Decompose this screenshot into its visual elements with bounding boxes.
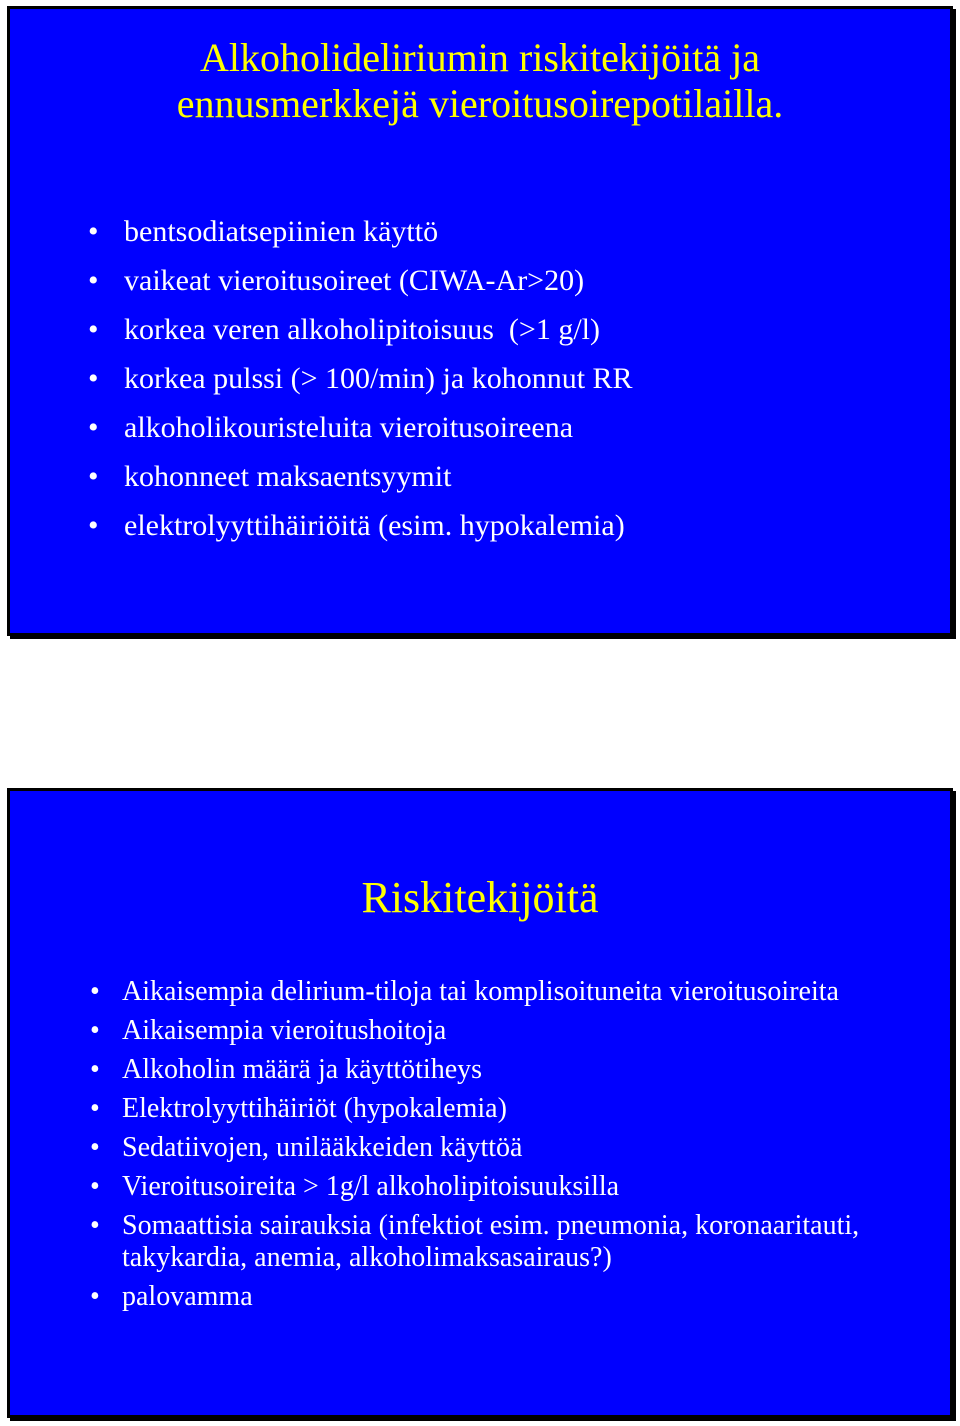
list-item: [88, 256, 633, 305]
list-item-text: vaikeat vieroitusoireet (CIWA-Ar>20): [124, 264, 585, 297]
bullet-icon: •: [88, 215, 99, 248]
bullet-icon: •: [90, 1093, 100, 1124]
list-item: [90, 1132, 910, 1164]
bullet-icon: •: [90, 1054, 100, 1085]
list-item: [88, 501, 633, 550]
list-item-text: Alkoholin määrä ja käyttötiheys: [122, 1054, 483, 1085]
list-item: [90, 1171, 910, 1203]
list-item-text: korkea veren alkoholipitoisuus (>1 g/l): [124, 313, 600, 346]
list-item-text: Aikaisempia delirium-tiloja tai komplisoituneita vieroitusoireita: [122, 976, 839, 1007]
slide-1-title-line-1: Alkoholideliriumin riskitekijöitä ja: [200, 35, 760, 80]
list-item-text: Elektrolyyttihäiriöt (hypokalemia): [122, 1093, 507, 1124]
list-item-text: palovamma: [122, 1281, 253, 1312]
bullet-icon: •: [88, 264, 99, 297]
bullet-icon: •: [88, 411, 99, 444]
list-item-text: elektrolyyttihäiriöitä (esim. hypokalemia): [124, 509, 625, 542]
bullet-icon: •: [90, 1132, 100, 1163]
bullet-icon: •: [90, 1281, 100, 1312]
slide-1-bullet-list: [88, 207, 633, 550]
list-item: [90, 1015, 910, 1047]
list-item: [88, 207, 633, 256]
list-item: [88, 354, 633, 403]
slide-1: [7, 6, 953, 636]
list-item-text: Sedatiivojen, unilääkkeiden käyttöä: [122, 1132, 523, 1163]
list-item: [88, 305, 633, 354]
list-item: [90, 1054, 910, 1086]
bullet-icon: •: [88, 313, 99, 346]
bullet-icon: •: [90, 1015, 100, 1046]
list-item-text: Somaattisia sairauksia (infektiot esim. pneumonia, koronaaritauti, takykardia, anemia, alkoholimaksasairaus?): [122, 1210, 860, 1273]
list-item: [88, 403, 633, 452]
list-item: [90, 1093, 910, 1125]
slide-1-title-line-2: ennusmerkkejä vieroitusoirepotilailla.: [176, 81, 784, 126]
list-item: [90, 1210, 910, 1274]
bullet-icon: •: [88, 460, 99, 493]
bullet-icon: •: [90, 1210, 100, 1241]
list-item: [90, 1281, 910, 1313]
slide-2: [7, 788, 953, 1418]
list-item-text: kohonneet maksaentsyymit: [124, 460, 452, 493]
bullet-icon: •: [90, 976, 100, 1007]
bullet-icon: •: [88, 509, 99, 542]
slide-2-title: Riskitekijöitä: [361, 873, 599, 922]
list-item-text: alkoholikouristeluita vieroitusoireena: [124, 411, 574, 444]
slide-2-bullet-list: [90, 976, 910, 1320]
list-item: [88, 452, 633, 501]
list-item: [90, 976, 910, 1008]
list-item-text: Vieroitusoireita > 1g/l alkoholipitoisuuksilla: [122, 1171, 620, 1202]
slide-1-title: [10, 35, 950, 127]
list-item-text: Aikaisempia vieroitushoitoja: [122, 1015, 447, 1046]
list-item-text: bentsodiatsepiinien käyttö: [124, 215, 439, 248]
list-item-text: korkea pulssi (> 100/min) ja kohonnut RR: [124, 362, 633, 395]
bullet-icon: •: [90, 1171, 100, 1202]
bullet-icon: •: [88, 362, 99, 395]
